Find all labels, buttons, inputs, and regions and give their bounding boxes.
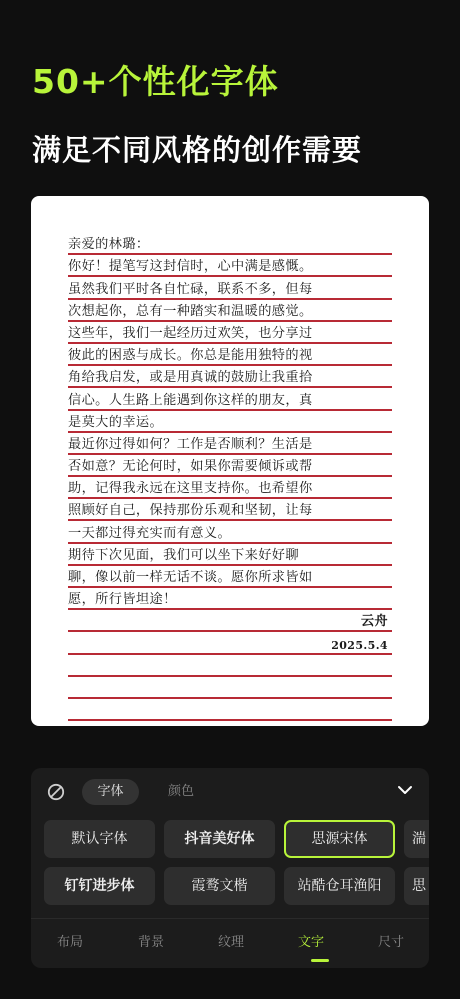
font-grid bbox=[44, 820, 429, 906]
letter-line: 是莫大的幸运。 bbox=[68, 411, 392, 433]
nav-background[interactable]: 背景 bbox=[137, 935, 164, 950]
letter-lines bbox=[68, 233, 392, 721]
promo-title: 50+个性化字体 bbox=[32, 62, 279, 101]
letter-line-empty bbox=[68, 655, 392, 677]
letter-line: 虽然我们平时各自忙碌，联系不多，但每 bbox=[68, 277, 392, 299]
letter-line-empty bbox=[68, 699, 392, 721]
letter-line: 最近你过得如何？工作是否顺利？生活是 bbox=[68, 433, 392, 455]
letter-date-line bbox=[68, 632, 392, 654]
letter-line: 助，记得我永远在这里支持你。也希望你 bbox=[68, 477, 392, 499]
letter-line: 次想起你，总有一种踏实和温暖的感觉。 bbox=[68, 300, 392, 322]
bottom-nav bbox=[31, 918, 429, 968]
nav-size[interactable]: 尺寸 bbox=[377, 935, 404, 950]
font-option-selected[interactable]: 思源宋体 bbox=[284, 820, 395, 858]
letter-line: 愿，所行皆坦途！ bbox=[68, 588, 392, 610]
letter-line-empty bbox=[68, 677, 392, 699]
letter-line: 你好！提笔写这封信时，心中满是感慨。 bbox=[68, 255, 392, 277]
letter-line: 彼此的困惑与成长。你总是能用独特的视 bbox=[68, 344, 392, 366]
chevron-down-icon[interactable] bbox=[397, 784, 413, 796]
font-option[interactable]: 抖音美好体 bbox=[164, 820, 275, 858]
tab-color[interactable]: 颜色 bbox=[168, 784, 195, 799]
letter-date: 2025.5.4 bbox=[331, 638, 388, 652]
panel-header bbox=[31, 768, 429, 818]
nav-text[interactable]: 文字 bbox=[297, 935, 324, 950]
no-style-icon[interactable] bbox=[47, 783, 65, 801]
font-settings-panel bbox=[31, 768, 429, 968]
font-option[interactable]: 默认字体 bbox=[44, 820, 155, 858]
letter-line: 亲爱的林璐： bbox=[68, 233, 392, 255]
letter-line: 否如意？无论何时，如果你需要倾诉或帮 bbox=[68, 455, 392, 477]
tab-font[interactable]: 字体 bbox=[82, 779, 139, 805]
letter-line: 角给我启发，或是用真诚的鼓励让我重拾 bbox=[68, 366, 392, 388]
promo-subtitle: 满足不同风格的创作需要 bbox=[32, 133, 363, 167]
font-option[interactable]: 湍 bbox=[404, 820, 429, 858]
nav-layout[interactable]: 布局 bbox=[56, 935, 83, 950]
font-option[interactable]: 钉钉进步体 bbox=[44, 867, 155, 905]
font-option[interactable]: 霞鹜文楷 bbox=[164, 867, 275, 905]
letter-line: 这些年，我们一起经历过欢笑，也分享过 bbox=[68, 322, 392, 344]
letter-line: 期待下次见面，我们可以坐下来好好聊 bbox=[68, 544, 392, 566]
nav-active-indicator bbox=[311, 959, 329, 962]
letter-line: 照顾好自己，保持那份乐观和坚韧，让每 bbox=[68, 499, 392, 521]
letter-line: 一天都过得充实而有意义。 bbox=[68, 521, 392, 543]
letter-signature: 云舟 bbox=[360, 614, 388, 630]
letter-preview bbox=[31, 196, 429, 726]
nav-texture[interactable]: 纹理 bbox=[217, 935, 244, 950]
font-option[interactable]: 思 bbox=[404, 867, 429, 905]
letter-signature-line bbox=[68, 610, 392, 632]
letter-line: 聊，像以前一样无话不谈。愿你所求皆如 bbox=[68, 566, 392, 588]
letter-line: 信心。人生路上能遇到你这样的朋友，真 bbox=[68, 388, 392, 410]
font-option[interactable]: 站酷仓耳渔阳 bbox=[284, 867, 395, 905]
